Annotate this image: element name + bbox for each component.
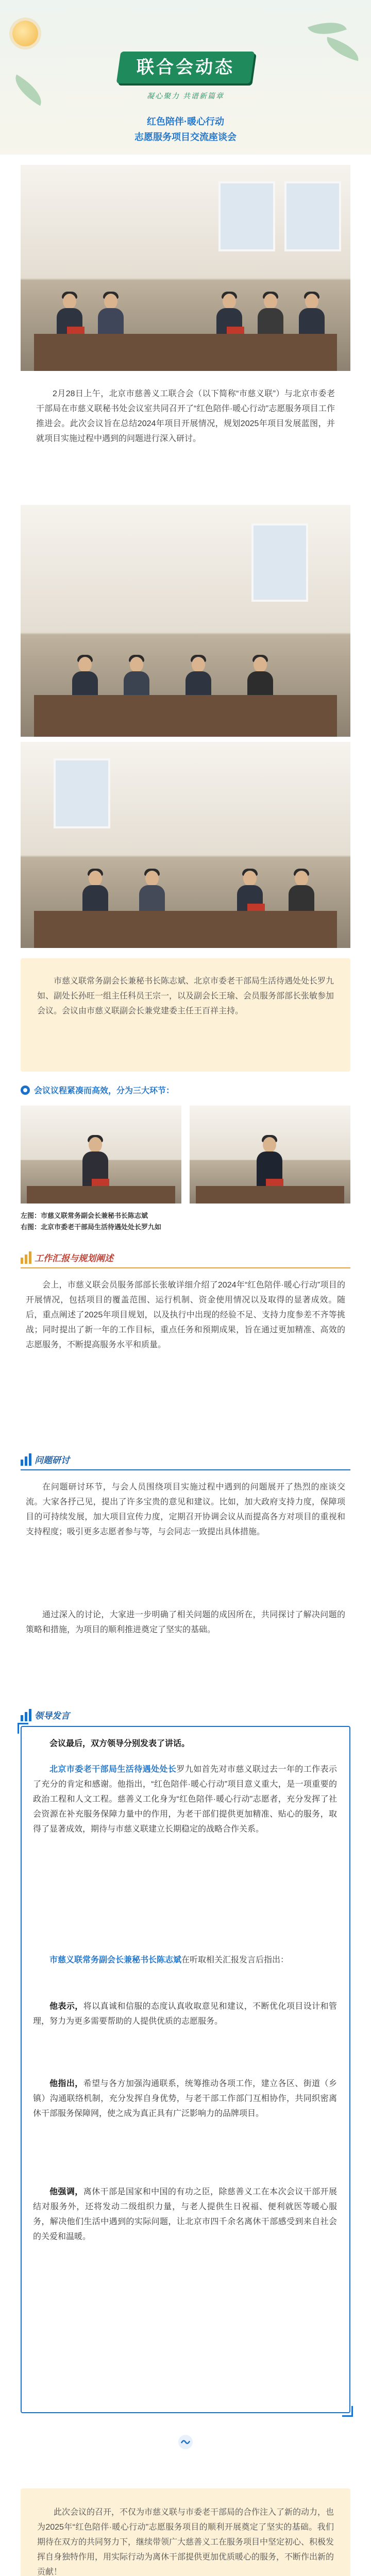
event-title-line-1: 红色陪伴·暖心行动: [147, 116, 224, 127]
header-banner: [0, 0, 371, 155]
section-discussion-paragraph-2: 通过深入的讨论，大家进一步明确了相关问题的成因所在，共同探讨了解决问题的策略和措施，为项目的顺利推进奠定了坚实的基础。: [26, 1611, 345, 1634]
section-heading-discussion: [21, 1453, 70, 1466]
photo-caption-left: 左图：市慈义联常务副会长兼秘书长陈志斌: [21, 1212, 148, 1219]
section-heading-discussion-text: 问题研讨: [35, 1455, 70, 1465]
agenda-label-text: 会议议程紧凑而高效，分为三大环节：: [34, 1087, 175, 1095]
meeting-photo-2: [21, 505, 350, 737]
speech-3-lead: 他表示，: [49, 2002, 83, 2011]
photo-left-speaker: [21, 1106, 181, 1204]
bars-icon: [21, 1709, 31, 1721]
speech-5-text: 离休干部是国家和中国的有功之臣，除慈善义工在本次会议干部开展结对服务外，还将发动二级组织力量，与老人提供生日祝福、便利就医等暖心服务，解决他们生活中遇到的实际问题，让北京市四千余名离休干部感受到来自社会的关爱和温暖。: [33, 2188, 337, 2241]
section-heading-report-text: 工作汇报与规划阐述: [35, 1253, 113, 1263]
speech-paragraph-3: [33, 1999, 337, 2029]
speeches-lead: 会议最后，双方领导分别发表了讲话。: [49, 1739, 190, 1748]
corner-bracket: [342, 2406, 353, 2417]
meeting-photo-1: [21, 165, 350, 371]
agenda-label: [21, 1084, 174, 1096]
speech-1-text: 罗九如首先对市慈义联过去一年的工作表示了充分的肯定和感谢。他指出，“红色陪伴·暖心行动”项目意义重大，是一项重要的政治工程和人文工程。慈善义工化身为“红色陪伴·暖心行动”志愿者，充分发挥了社会资源在补充服务保障力量中的作用，为老干部们提供更加精准、贴心的服务，取得了显著成效，期待与市慈义联建立长期稳定的战略合作关系。: [33, 1765, 337, 1834]
meeting-photo-3: [21, 742, 350, 948]
event-title-line-2: 志愿服务项目交流座谈会: [134, 132, 237, 142]
section-heading-speeches-text: 领导发言: [35, 1711, 70, 1721]
photo-caption-right: 右图：北京市委老干部局生活待遇处处长罗九如: [21, 1223, 162, 1231]
section-discussion-paragraph-1: 在问题研讨环节，与会人员围绕项目实施过程中遇到的问题展开了热烈的座谈交流。大家各抒己见，提出了许多宝贵的意见和建议。比如，加大政府支持力度，保障项目的可持续发展，加大项目宣传力度，定期召开协调会议从而提高各方对项目的重视和支持程度；吸引更多志愿者参与等，与会同志一致提出具体措施。: [26, 1483, 345, 1536]
speech-2-speaker: 市慈义联常务副会长兼秘书长陈志斌: [49, 1956, 182, 1964]
bullet-icon: [21, 1086, 30, 1095]
corner-bracket: [18, 1723, 28, 1734]
speech-4-text: 希望与各方加强沟通联系，统筹推动各项工作，建立各区、街道（乡镇）沟通联络机制，充分发挥自身优势，与老干部工作部门互相协作，共同织密离休干部服务保障网，使之成为真正具有广泛影响力的品牌项目。: [33, 2079, 337, 2118]
section-heading-report: [21, 1251, 113, 1264]
closing-paragraph: 此次会议的召开，不仅为市慈义联与市委老干部局的合作注入了新的动力，也为2025年“红色陪伴·暖心行动”志愿服务项目的顺利开展奠定了坚实的基础。我们期待在双方的共同努力下，继续带领广大慈善义工在服务项目中坚定初心、积极发挥自身独特作用，用实际行动为离休干部提供更加优质暖心的服务，不断作出新的贡献！: [37, 2508, 334, 2576]
bars-icon: [21, 1453, 31, 1466]
speech-3-text: 将以真诚和信服的态度认真收取意见和建议，不断优化项目设计和管理，努力为更多需要帮助的人提供优质的志愿服务。: [33, 2002, 337, 2026]
speech-1-speaker: 北京市委老干部局生活待遇处处长: [49, 1765, 177, 1774]
speech-paragraph-5: [33, 2184, 337, 2244]
section-divider: [21, 1267, 350, 1268]
speech-paragraph-2: [33, 1953, 337, 1968]
page-title: 联合会动态: [137, 58, 234, 77]
section-heading-speeches: [21, 1708, 70, 1721]
wave-icon: [177, 2434, 194, 2450]
section-report-paragraph: 会上，市慈义联会员服务部部长张敏详细介绍了2024年“红色陪伴·暖心行动”项目的开展情况，包括项目的覆盖范围、运行机制、资金使用情况以及取得的显著成效。随后，重点阐述了2025年项目规划，以及执行中出现的经验不足、支持力度参差不齐等挑战；同时提出了新一年的工作目标，重点任务和预期成果，旨在通过更加精准、高效的志愿服务，不断提高服务水平和质量。: [26, 1281, 345, 1349]
sun-icon: [12, 21, 38, 46]
photo-right-speaker: [190, 1106, 350, 1204]
speech-paragraph-4: [33, 2076, 337, 2121]
intro-paragraph: 2月28日上午，北京市慈善义工联合会（以下简称“市慈义联”）与北京市委老干部局在市慈义联秘书处会议室共同召开了“红色陪伴·暖心行动”志愿服务项目工作推进会。此次会议旨在总结2024年项目开展情况，规划2025年项目发展蓝图，并就项目实施过程中遇到的问题进行深入研讨。: [36, 389, 335, 443]
page-subtitle: 凝心聚力 共谱新篇章: [147, 92, 224, 100]
speech-paragraph-1: [33, 1762, 337, 1837]
speech-5-lead: 他强调，: [49, 2188, 83, 2196]
speech-2-text: 在听取相关汇报发言后指出：: [181, 1956, 289, 1964]
section-divider: [21, 1469, 350, 1470]
speech-4-lead: 他指出，: [49, 2079, 83, 2088]
leaf-icon: [323, 37, 362, 61]
bars-icon: [21, 1251, 31, 1264]
leaf-icon: [9, 75, 48, 106]
attendees-paragraph: 市慈义联常务副会长兼秘书长陈志斌、北京市委老干部局生活待遇处处长罗九如、副处长孙旺一组主任科员王宗一，以及副会长王瑜、会员服务部部长张敏参加会议。会议由市慈义联副会长兼党建委主任王百祥主持。: [37, 977, 334, 1015]
